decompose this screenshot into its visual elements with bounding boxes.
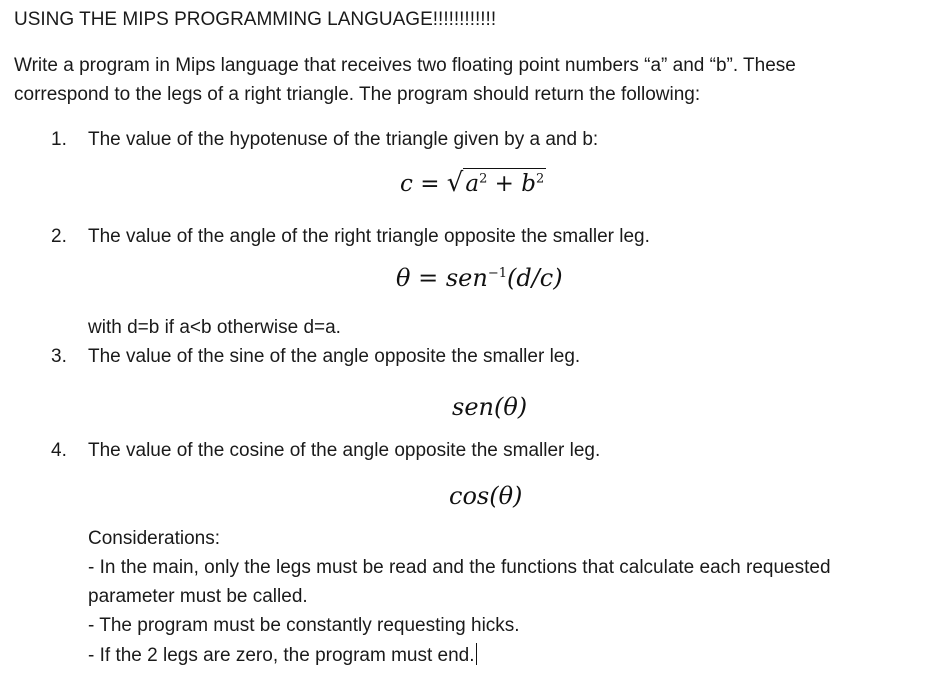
intro-line-1: Write a program in Mips language that receives two floating point numbers “a” and “b”. These (14, 55, 796, 76)
cosine-formula: cos(θ) (449, 482, 523, 510)
var-b: b (521, 171, 536, 197)
consideration-line-2: parameter must be called. (88, 586, 308, 607)
consideration-line-3: - The program must be constantly requesting hicks. (88, 615, 520, 636)
list-number-1: 1. (51, 129, 67, 150)
intro-line-2: correspond to the legs of a right triangle. The program should return the following: (14, 84, 701, 105)
list-item-4: The value of the cosine of the angle opposite the smaller leg. (88, 440, 601, 461)
theta-lhs: θ = (396, 264, 439, 292)
consideration-line-4: - If the 2 legs are zero, the program must end. (88, 645, 475, 666)
angle-formula (396, 264, 563, 292)
exp-2a: 2 (479, 171, 488, 187)
sen-fn: sen (445, 264, 488, 292)
list-item-2: The value of the angle of the right triangle opposite the smaller leg. (88, 226, 650, 247)
consideration-line-4-wrap[interactable] (88, 643, 477, 668)
sqrt-symbol: $√a^2 + b^2$ (446, 168, 545, 198)
consideration-line-1: - In the main, only the legs must be read and the functions that calculate each requested (88, 557, 831, 578)
inverse-exp: −1 (487, 266, 507, 281)
list-number-4: 4. (51, 440, 67, 461)
considerations-heading: Considerations: (88, 528, 221, 549)
list-number-3: 3. (51, 346, 67, 367)
note-text: with d=b if a<b otherwise d=a. (88, 317, 341, 338)
formula-lhs: c = (400, 171, 440, 197)
var-a: a (465, 171, 480, 197)
sine-formula: sen(θ) (452, 393, 528, 421)
exp-2b: 2 (536, 171, 545, 187)
text-cursor (476, 643, 477, 665)
list-number-2: 2. (51, 226, 67, 247)
plus-sign: + (494, 171, 514, 197)
angle-arg: (d/c) (506, 264, 563, 292)
hypotenuse-formula (400, 168, 546, 198)
page-title: USING THE MIPS PROGRAMMING LANGUAGE!!!!!!!!!!!! (14, 9, 497, 30)
list-item-1: The value of the hypotenuse of the triangle given by a and b: (88, 129, 599, 150)
list-item-3: The value of the sine of the angle opposite the smaller leg. (88, 346, 581, 367)
